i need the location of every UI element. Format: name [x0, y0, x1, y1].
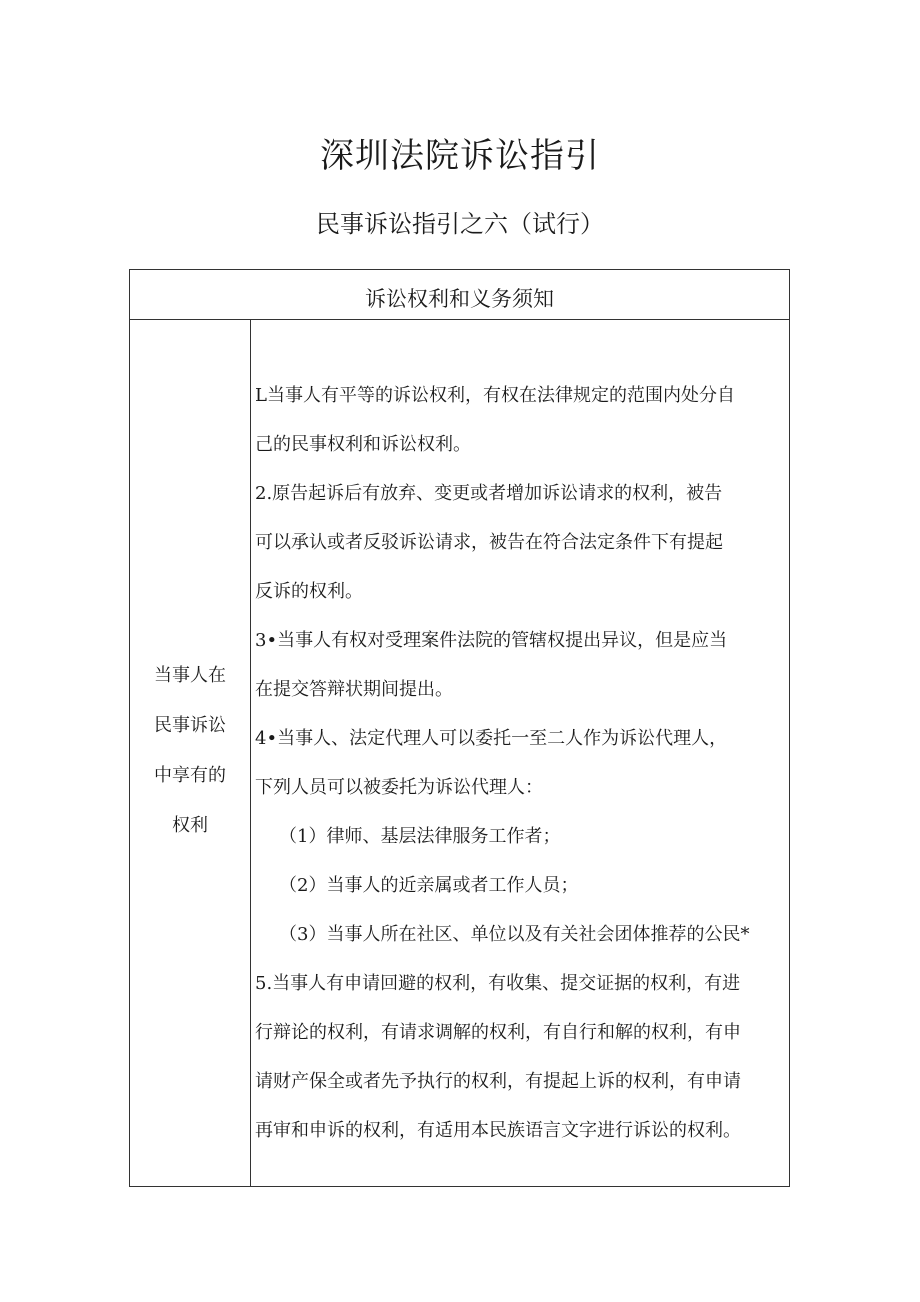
content-cell	[251, 320, 789, 1186]
category-label-line: 当事人在	[154, 665, 226, 686]
content-line: 请财产保全或者先予执行的权利，有提起上诉的权利，有申请	[255, 1071, 741, 1092]
content-line: L当事人有平等的诉讼权利，有权在法律规定的范围内处分自	[255, 385, 735, 406]
category-label	[130, 651, 250, 851]
content-line: 可以承认或者反驳诉讼请求，被告在符合法定条件下有提起	[255, 532, 723, 553]
rights-content	[255, 371, 789, 1155]
category-label-line: 中享有的	[154, 765, 226, 786]
content-line: 行辩论的权利，有请求调解的权利，有自行和解的权利，有申	[255, 1022, 741, 1043]
content-line: （2）当事人的近亲属或者工作人员；	[279, 875, 579, 896]
page-title: 深圳法院诉讼指引	[320, 136, 600, 176]
content-line: 在提交答辩状期间提出。	[255, 679, 453, 700]
category-label-line: 民事诉讼	[154, 715, 226, 736]
content-line: 3•当事人有权对受理案件法院的管辖权提出异议，但是应当	[255, 630, 728, 651]
category-label-line: 权利	[172, 815, 208, 836]
rights-table	[129, 269, 790, 1187]
content-line: 反诉的权利。	[255, 581, 363, 602]
content-line: （1）律师、基层法律服务工作者；	[279, 826, 561, 847]
content-line: （3）当事人所在社区、单位以及有关社会团体推荐的公民*	[279, 924, 750, 945]
page-subtitle: 民事诉讼指引之六（试行）	[316, 210, 604, 238]
content-line: 5.当事人有申请回避的权利，有收集、提交证据的权利，有进	[255, 973, 741, 994]
content-line: 再审和申诉的权利，有适用本民族语言文字进行诉讼的权利。	[255, 1120, 741, 1141]
content-line: 己的民事权利和诉讼权利。	[255, 434, 471, 455]
category-cell	[130, 320, 251, 1186]
content-line: 2.原告起诉后有放弃、变更或者增加诉讼请求的权利，被告	[255, 483, 723, 504]
content-line: 下列人员可以被委托为诉讼代理人：	[255, 777, 543, 798]
table-header: 诉讼权利和义务须知	[130, 270, 789, 320]
content-line: 4•当事人、法定代理人可以委托一至二人作为诉讼代理人，	[255, 728, 728, 749]
table-body	[130, 320, 789, 1186]
